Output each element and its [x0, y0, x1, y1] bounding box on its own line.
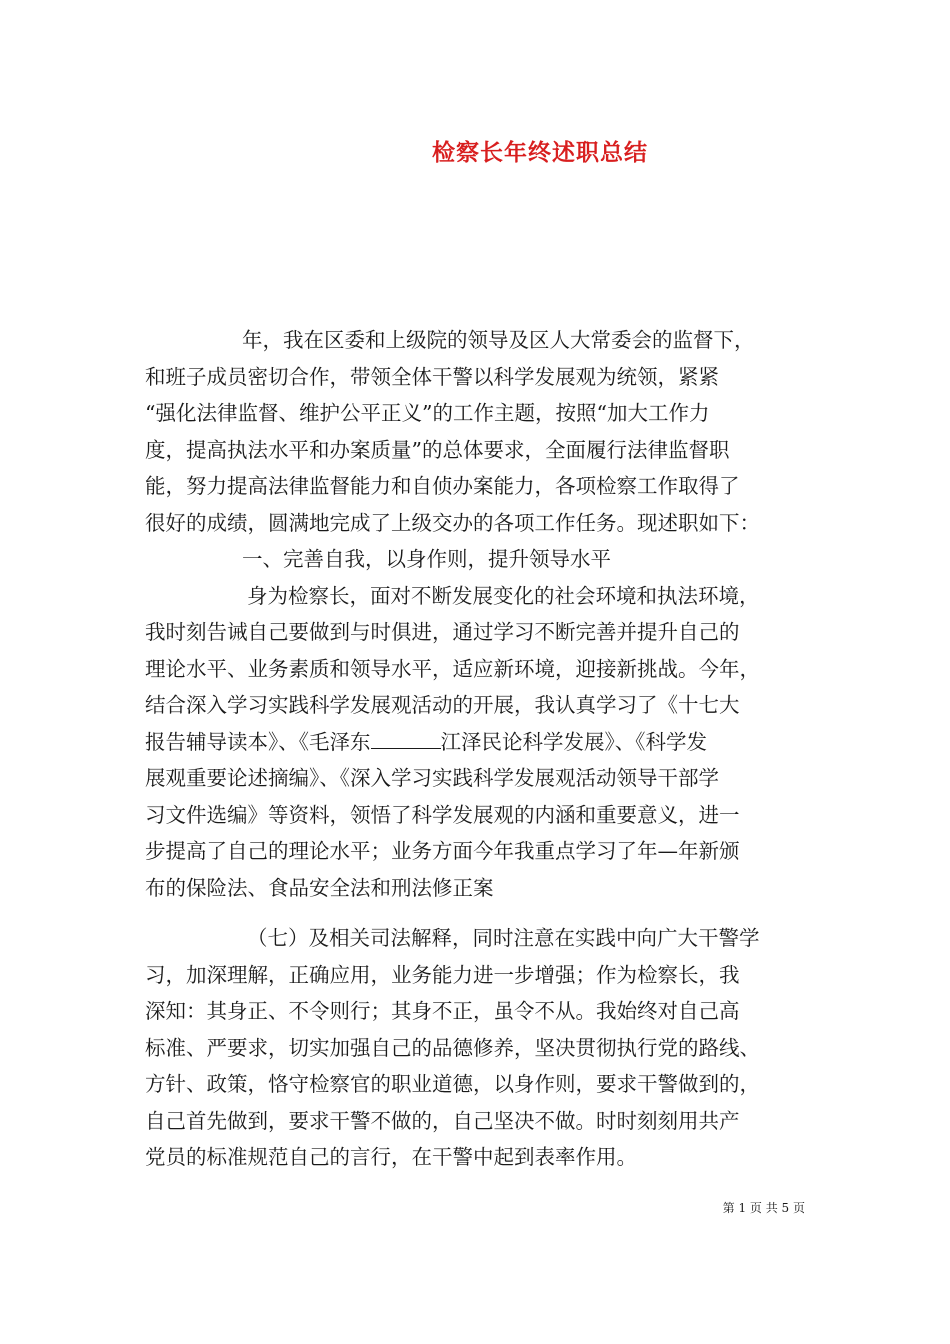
paragraph-line: 习，加深理解，正确应用，业务能力进一步增强；作为检察长，我 [145, 962, 740, 987]
paragraph-line: 深知：其身正、不令则行；其身不正，虽令不从。我始终对自己高 [145, 999, 740, 1023]
paragraph-line: 结合深入学习实践科学发展观活动的开展，我认真学习了《十七大 [145, 693, 740, 717]
paragraph-line: 我时刻告诫自己要做到与时俱进，通过学习不断完善并提升自己的 [145, 620, 740, 644]
paragraph-line: 年，我在区委和上级院的领导及区人大常委会的监督下， [242, 328, 755, 352]
paragraph-line: 和班子成员密切合作，带领全体干警以科学发展观为统领，紧紧 [145, 364, 719, 389]
paragraph-line: 展观重要论述摘编》、《深入学习实践科学发展观活动领导干部学 [145, 766, 719, 790]
paragraph-line: 习文件选编》等资料，领悟了科学发展观的内涵和重要意义，进一 [145, 802, 740, 827]
paragraph-line: 很好的成绩，圆满地完成了上级交办的各项工作任务。现述职如下： [145, 510, 760, 535]
line-segment: 报告辅导读本》、《毛泽东 [145, 729, 371, 754]
paragraph-gap [145, 906, 810, 920]
paragraph-line [145, 724, 810, 761]
paragraph-line: 标准、严要求，切实加强自己的品德修养，坚决贯彻执行党的路线、 [145, 1035, 760, 1060]
paragraph-line: 布的保险法、食品安全法和刑法修正案 [145, 875, 494, 900]
section-heading: 一、完善自我，以身作则，提升领导水平 [242, 547, 611, 571]
paragraph-line: 步提高了自己的理论水平；业务方面今年我重点学习了年—年新颁 [145, 839, 740, 863]
paragraph-line: 方针、政策，恪守检察官的职业道德，以身作则，要求干警做到的， [145, 1072, 760, 1096]
document-title: 检察长年终述职总结 [432, 139, 648, 166]
paragraph-line: “强化法律监督、维护公平正义”的工作主题，按照“加大工作力 [145, 401, 710, 425]
paragraph-line: 党员的标准规范自己的言行，在干警中起到表率作用。 [145, 1145, 637, 1169]
paragraph-line: 度，提高执法水平和办案质量”的总体要求，全面履行法律监督职 [145, 437, 730, 462]
page-number-footer: 第 1 页 共 5 页 [722, 1201, 805, 1215]
paragraph-line: 身为检察长，面对不断发展变化的社会环境和执法环境， [247, 583, 760, 608]
paragraph-line: （七）及相关司法解释，同时注意在实践中向广大干警学 [247, 926, 760, 950]
paragraph-line: 能，努力提高法律监督能力和自侦办案能力，各项检察工作取得了 [145, 474, 740, 498]
document-body [145, 322, 810, 1176]
line-segment: 江泽民论科学发展》、《科学发 [440, 729, 707, 754]
paragraph-line: 理论水平、业务素质和领导水平，适应新环境，迎接新挑战。今年， [145, 656, 760, 681]
paragraph-line: 自己首先做到，要求干警不做的，自己坚决不做。时时刻刻用共产 [145, 1108, 740, 1133]
blank-underline [371, 732, 441, 749]
